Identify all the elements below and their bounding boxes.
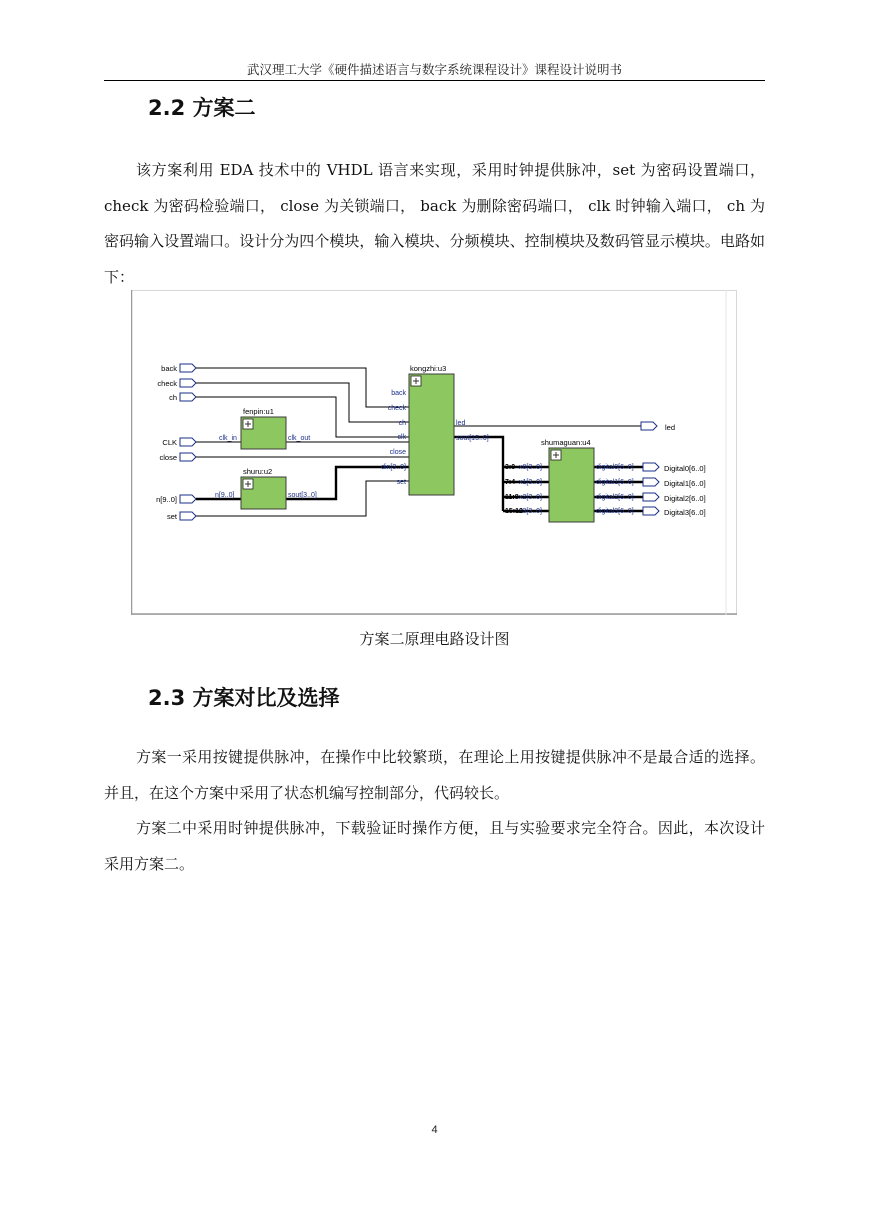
bus-tap-label: 15:12 [505, 508, 523, 515]
output-pin-label: Digital3[6..0] [664, 508, 706, 517]
port-label: ch [398, 420, 406, 427]
port-label: close [389, 449, 406, 456]
bus-tap-label: 11:8 [505, 494, 519, 501]
output-pin-label: Digital2[6..0] [664, 494, 706, 503]
section-2-2-paragraph: 该方案利用 EDA 技术中的 VHDL 语言来实现，采用时钟提供脉冲，set 为密码设置端口， check 为密码检验端口， close 为关锁端口， back 为删除密码端口， clk 时钟输入端口， ch 为密码输入设置端口。设计分为四个模块，输入模块、分频模块、控制模块及数码管显示模块。电路如下： [104, 161, 765, 286]
output-pin-digital1 [643, 478, 706, 488]
section-2-3-paragraph-2: 方案二中采用时钟提供脉冲，下载验证时操作方便，且与实验要求完全符合。因此，本次设计采用方案二。 [104, 819, 765, 873]
port-label: digital3[6..0] [596, 508, 634, 515]
port-label: n[9..0] [215, 492, 235, 499]
header-rule [104, 80, 765, 81]
figure-caption: 方案二原理电路设计图 [359, 630, 510, 648]
port-label: digital2[6..0] [596, 494, 634, 501]
module-label: fenpin:u1 [243, 407, 274, 416]
module-label: shuru:u2 [243, 467, 273, 476]
port-label: digital1[6..0] [596, 479, 634, 486]
input-pin-label: check [157, 379, 177, 388]
port-label: led [456, 420, 466, 427]
output-pin-label: led [665, 423, 676, 432]
port-label: sout[3..0] [288, 492, 317, 499]
input-pin-n [156, 495, 196, 504]
section-heading-2-3: 2.3 方案对比及选择 [148, 686, 340, 710]
module-body [409, 374, 454, 495]
module-label: shumaguan:u4 [541, 438, 591, 447]
output-pin-digital0 [643, 463, 706, 473]
port-label: check [387, 405, 406, 412]
section-heading-2-2: 2.2 方案二 [148, 96, 256, 120]
input-pin-ch [169, 393, 196, 402]
input-pin-label: ch [169, 393, 177, 402]
circuit-diagram [131, 290, 737, 615]
page-number: 4 [431, 1124, 438, 1136]
input-pin-set [167, 512, 196, 521]
output-pin-label: Digital0[6..0] [664, 464, 706, 473]
port-label: x2[3..0] [519, 494, 542, 501]
bus-tap-label: 3:0 [505, 464, 516, 471]
section-2-3-paragraph-1: 方案一采用按键提供脉冲，在操作中比较繁琐，在理论上用按键提供脉冲不是最合适的选择。并且，在这个方案中采用了状态机编写控制部分，代码较长。 [104, 748, 765, 802]
circuit-figure [131, 290, 737, 615]
port-label: x0[3..0] [519, 464, 542, 471]
port-label: x1[3..0] [519, 479, 542, 486]
bus-tap-label: 7:4 [505, 479, 516, 486]
input-pin-label: set [166, 512, 177, 521]
port-label: clk_in [219, 435, 237, 442]
port-label: clk_out [288, 435, 311, 442]
module-label: kongzhi:u3 [410, 364, 447, 373]
output-pin-digital2 [643, 493, 706, 503]
port-label: sout[15..0] [456, 435, 489, 442]
input-pin-check [157, 379, 196, 388]
port-label: din[3..0] [381, 464, 406, 471]
page-header: 武汉理工大学《硬件描述语言与数字系统课程设计》课程设计说明书 [246, 62, 622, 77]
output-pin-digital3 [643, 507, 706, 517]
port-label: x3[3..0] [519, 508, 542, 515]
output-pin-label: Digital1[6..0] [664, 479, 706, 488]
input-pin-label: CLK [162, 438, 177, 447]
port-label: clk [397, 434, 406, 441]
port-label: back [391, 390, 406, 397]
port-label: set [396, 479, 406, 486]
input-pin-label: close [159, 453, 177, 462]
input-pin-label: back [161, 364, 177, 373]
input-pin-label: n[9..0] [156, 495, 177, 504]
port-label: digital0[6..0] [596, 464, 634, 471]
